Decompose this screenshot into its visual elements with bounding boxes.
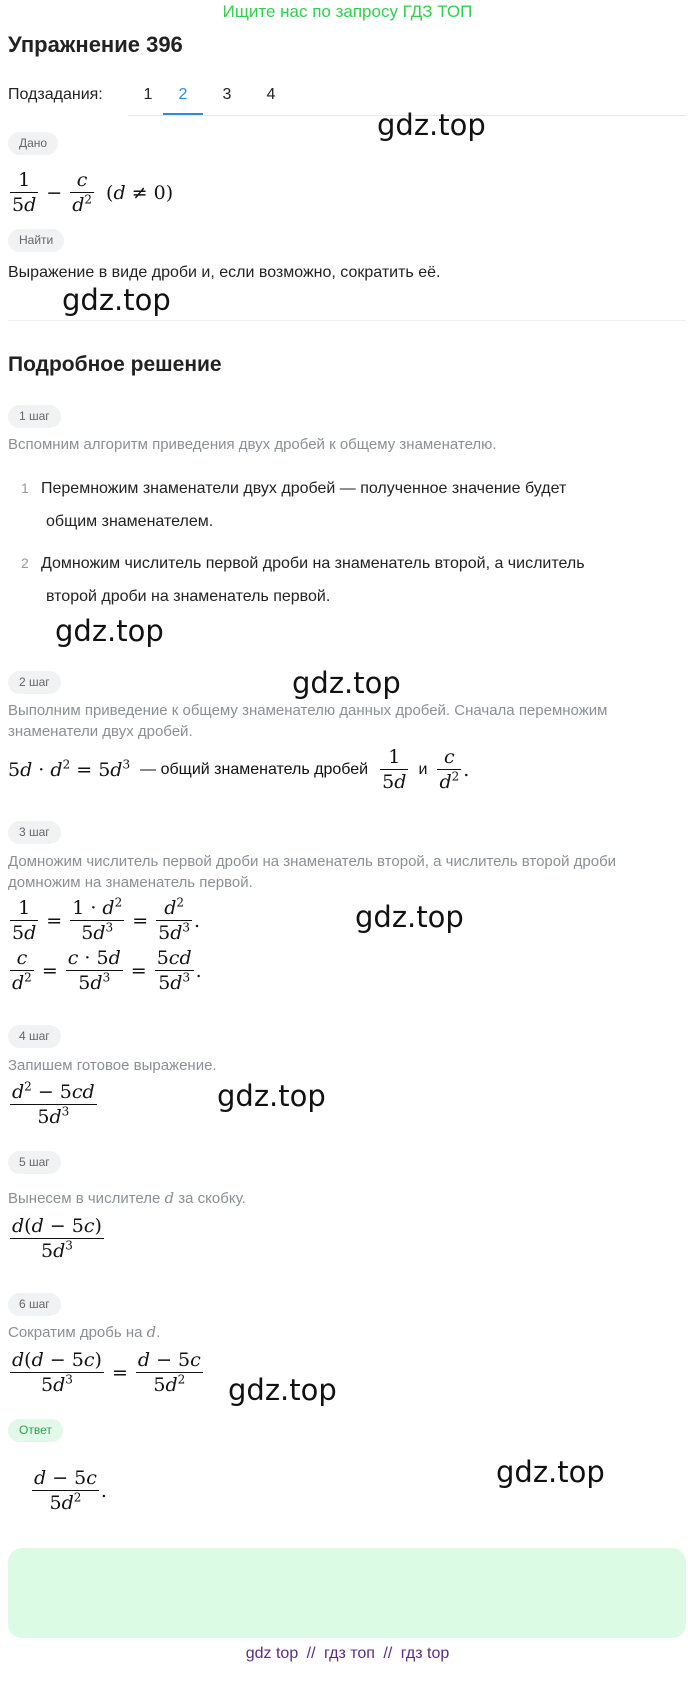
solution-title: Подробное решение <box>8 353 222 376</box>
watermark: gdz.top <box>55 614 164 648</box>
tab-4[interactable]: 4 <box>266 86 276 103</box>
step-text: Выполним приведение к общему знаменателю данных дробей. Сначала перемножим <box>8 702 608 719</box>
tab-2[interactable]: 2 <box>163 86 203 115</box>
list-line: второй дроби на знаменатель первой. <box>46 588 331 605</box>
step-chip: 6 шаг <box>8 1293 61 1316</box>
step-text: Домножим числитель первой дроби на знаменатель второй, а числитель второй дроби <box>8 853 617 870</box>
subtasks-label: Подзадания: <box>8 86 103 103</box>
algorithm-item <box>21 547 585 613</box>
tab-1[interactable]: 1 <box>143 86 153 103</box>
footer-link[interactable]: гдз топ <box>324 1645 375 1662</box>
watermark: gdz.top <box>228 1373 337 1407</box>
watermark: gdz.top <box>355 900 464 934</box>
step3-math-line1: $\frac{1}{5d}$ = $\frac{1 \cdot d^2}{5d^3}$ = $\frac{d^2}{5d^3}$ . <box>12 895 201 944</box>
promo-banner[interactable]: Ищите нас по запросу ГДЗ ТОП <box>222 2 473 21</box>
find-text: Выражение в виде дроби и, если возможно, сократить её. <box>8 264 441 281</box>
step-text: Сократим дробь на d. <box>8 1323 161 1341</box>
list-line: Перемножим знаменатели двух дробей — полученное значение будет <box>41 480 567 497</box>
step-chip: 4 шаг <box>8 1025 61 1048</box>
step-text-part: Сократим дробь на <box>8 1324 143 1341</box>
answer-box <box>8 1548 686 1638</box>
step-text: Запишем готовое выражение. <box>8 1057 217 1074</box>
step2-and: и <box>418 760 428 778</box>
step5-math: $\frac{d(d - 5c)}{5d^3}$ <box>12 1215 102 1262</box>
step2-math: $5d \cdot d^2 = 5d^3$ — общий знаменатель дробей $\frac{1}{5d}$ и $\frac{c}{d^2}$ . <box>8 746 470 793</box>
step-chip: 1 шаг <box>8 405 61 428</box>
watermark: gdz.top <box>292 666 401 700</box>
find-chip: Найти <box>8 229 64 252</box>
tab-3[interactable]: 3 <box>222 86 232 103</box>
given-chip: Дано <box>8 132 58 155</box>
list-number: 1 <box>21 480 29 496</box>
footer-link[interactable]: gdz top <box>245 1645 299 1662</box>
footer-separator: // <box>383 1645 393 1662</box>
step-chip: 5 шаг <box>8 1151 61 1174</box>
step3-math-line2: $\frac{c}{d^2}$ = $\frac{c \cdot 5d}{5d^3}$ = $\frac{5cd}{5d^3}$ . <box>12 947 202 994</box>
step-text: Вспомним алгоритм приведения двух дробей к общему знаменателю. <box>8 436 497 453</box>
list-number: 2 <box>21 555 29 571</box>
footer-link[interactable]: гдз top <box>400 1645 450 1662</box>
watermark: gdz.top <box>217 1079 326 1113</box>
footer-separator: // <box>306 1645 316 1662</box>
page-title: Упражнение 396 <box>8 32 183 57</box>
divider <box>8 320 686 321</box>
answer-chip: Ответ <box>8 1419 63 1442</box>
step4-math: $\frac{d^2 - 5cd}{5d^3}$ <box>12 1079 95 1128</box>
step-text-part: Вынесем в числителе <box>8 1190 161 1207</box>
step2-math-text: — общий знаменатель дробей <box>140 760 369 778</box>
watermark: gdz.top <box>62 283 171 317</box>
given-expression: $\frac{1}{5d}$ − $\frac{c}{d^2}$ (d ≠ 0) <box>12 169 174 216</box>
step-text: домножим на знаменатель первой. <box>8 874 253 891</box>
watermark: gdz.top <box>496 1455 605 1489</box>
step-text: Вынесем в числителе d за скобку. <box>8 1189 246 1207</box>
footer-links <box>0 1645 695 1663</box>
step-chip: 3 шаг <box>8 821 61 844</box>
step-text: знаменатели двух дробей. <box>8 723 193 740</box>
step-text-part: за скобку. <box>178 1190 246 1207</box>
algorithm-item <box>21 472 567 538</box>
list-line: общим знаменателем. <box>46 513 214 530</box>
watermark: gdz.top <box>377 108 486 142</box>
list-line: Домножим числитель первой дроби на знаменатель второй, а числитель <box>41 555 585 572</box>
step-chip: 2 шаг <box>8 671 61 694</box>
step6-math: $\frac{d(d - 5c)}{5d^3}$ = $\frac{d - 5c}{5d^2}$ <box>12 1349 201 1396</box>
answer-math: $\frac{d - 5c}{5d^2}$ . <box>34 1467 107 1514</box>
